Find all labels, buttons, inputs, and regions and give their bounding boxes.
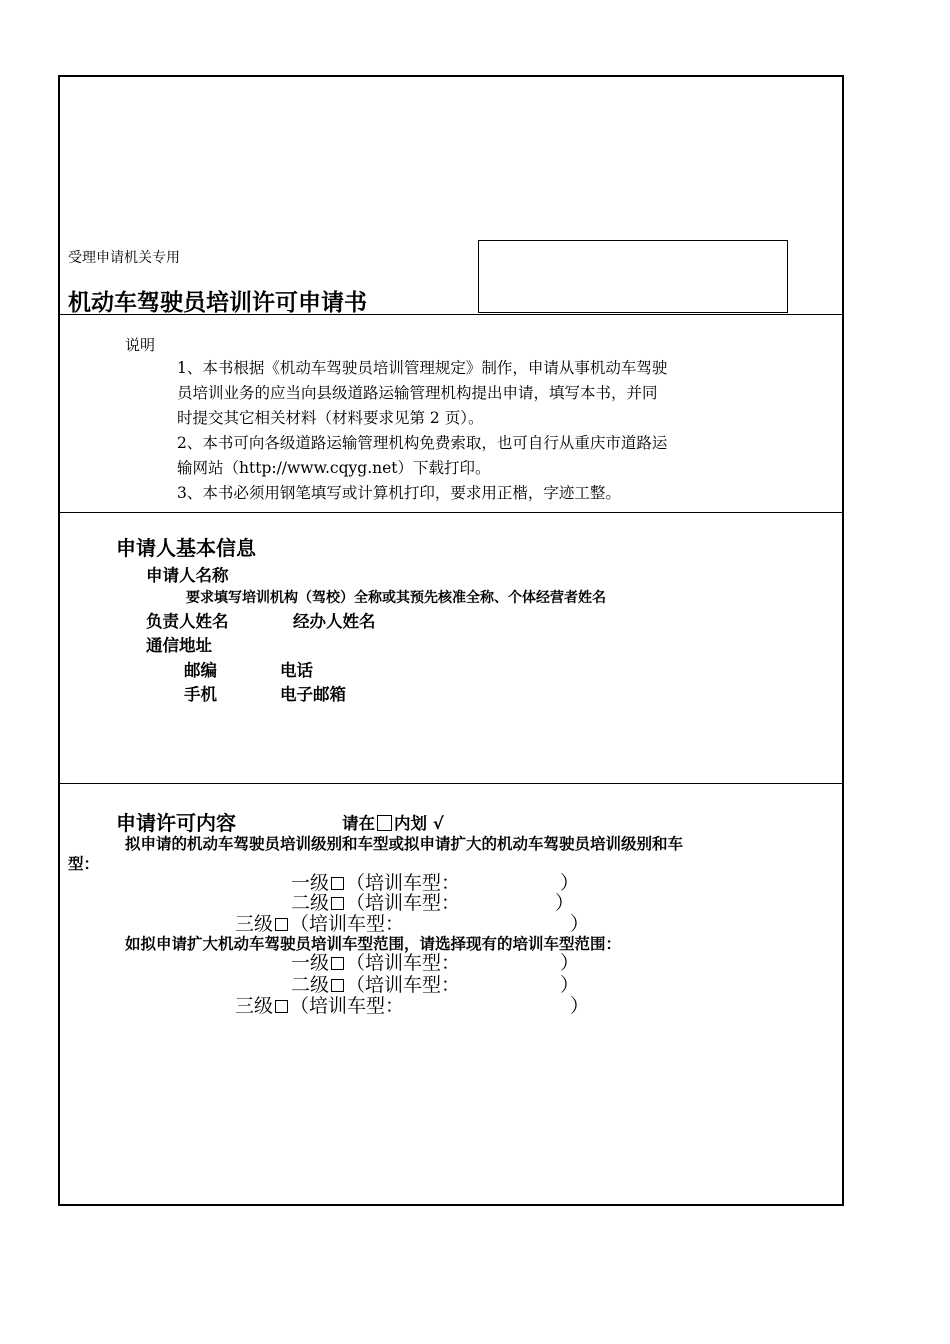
instruction-line: 输网站（http://www.cqyg.net）下载打印。 xyxy=(177,459,491,477)
expand-question: 如拟申请扩大机动车驾驶员培训车型范围，请选择现有的培训车型范围： xyxy=(125,935,622,953)
level-1-row: 一级 （培训车型： xyxy=(291,872,461,894)
existing-level-1-close: ） xyxy=(560,952,580,974)
mobile-label: 手机 xyxy=(184,685,217,704)
existing-level-3-row: 三级 （培训车型： xyxy=(235,995,405,1017)
level-3-checkbox[interactable] xyxy=(275,918,288,931)
level-3-row: 三级 （培训车型： xyxy=(235,913,405,935)
handler-name-label: 经办人姓名 xyxy=(293,612,376,631)
existing-level-2-row: 二级 （培训车型： xyxy=(291,974,461,996)
permit-instruction: 请在 内划 √ xyxy=(342,814,444,833)
section-divider-instructions xyxy=(58,512,844,513)
instruction-line: 员培训业务的应当向县级道路运输管理机构提出申请，填写本书，并同 xyxy=(177,384,658,402)
instruction-line: 2、本书可向各级道路运输管理机构免费索取，也可自行从重庆市道路运 xyxy=(177,434,668,452)
sample-checkbox-icon xyxy=(377,815,392,831)
office-use-box[interactable] xyxy=(478,240,788,313)
level-1-close: ） xyxy=(560,872,580,894)
instruction-line: 3、本书必须用钢笔填写或计算机打印，要求用正楷，字迹工整。 xyxy=(177,484,621,502)
manager-name-label: 负责人姓名 xyxy=(146,612,229,631)
instruction-line: 1、本书根据《机动车驾驶员培训管理规定》制作，申请从事机动车驾驶 xyxy=(177,359,668,377)
level-3-close: ） xyxy=(570,913,590,935)
existing-level-3-close: ） xyxy=(570,995,590,1017)
applicant-name-label: 申请人名称 xyxy=(146,566,229,585)
applicant-section-heading: 申请人基本信息 xyxy=(116,536,256,560)
phone-label: 电话 xyxy=(280,661,313,680)
form-title: 机动车驾驶员培训许可申请书 xyxy=(68,290,367,316)
section-divider-applicant xyxy=(58,783,844,784)
office-use-label: 受理申请机关专用 xyxy=(68,250,180,266)
applicant-name-hint: 要求填写培训机构（驾校）全称或其预先核准全称、个体经营者姓名 xyxy=(186,590,606,606)
instruction-line: 时提交其它相关材料（材料要求见第 2 页）。 xyxy=(177,409,484,427)
email-label: 电子邮箱 xyxy=(280,685,346,704)
level-2-row: 二级 （培训车型： xyxy=(291,892,461,914)
permit-question-line1: 拟申请的机动车驾驶员培训级别和车型或拟申请扩大的机动车驾驶员培训级别和车 xyxy=(125,835,684,853)
instructions-heading: 说明 xyxy=(125,336,156,354)
level-2-close: ） xyxy=(555,892,575,914)
existing-level-1-checkbox[interactable] xyxy=(331,957,344,970)
permit-question-line2: 型： xyxy=(68,855,100,873)
permit-section-heading: 申请许可内容 xyxy=(116,811,236,835)
existing-level-2-close: ） xyxy=(560,974,580,996)
existing-level-3-checkbox[interactable] xyxy=(275,1000,288,1013)
existing-level-1-row: 一级 （培训车型： xyxy=(291,952,461,974)
address-label: 通信地址 xyxy=(146,636,212,655)
postcode-label: 邮编 xyxy=(184,661,217,680)
